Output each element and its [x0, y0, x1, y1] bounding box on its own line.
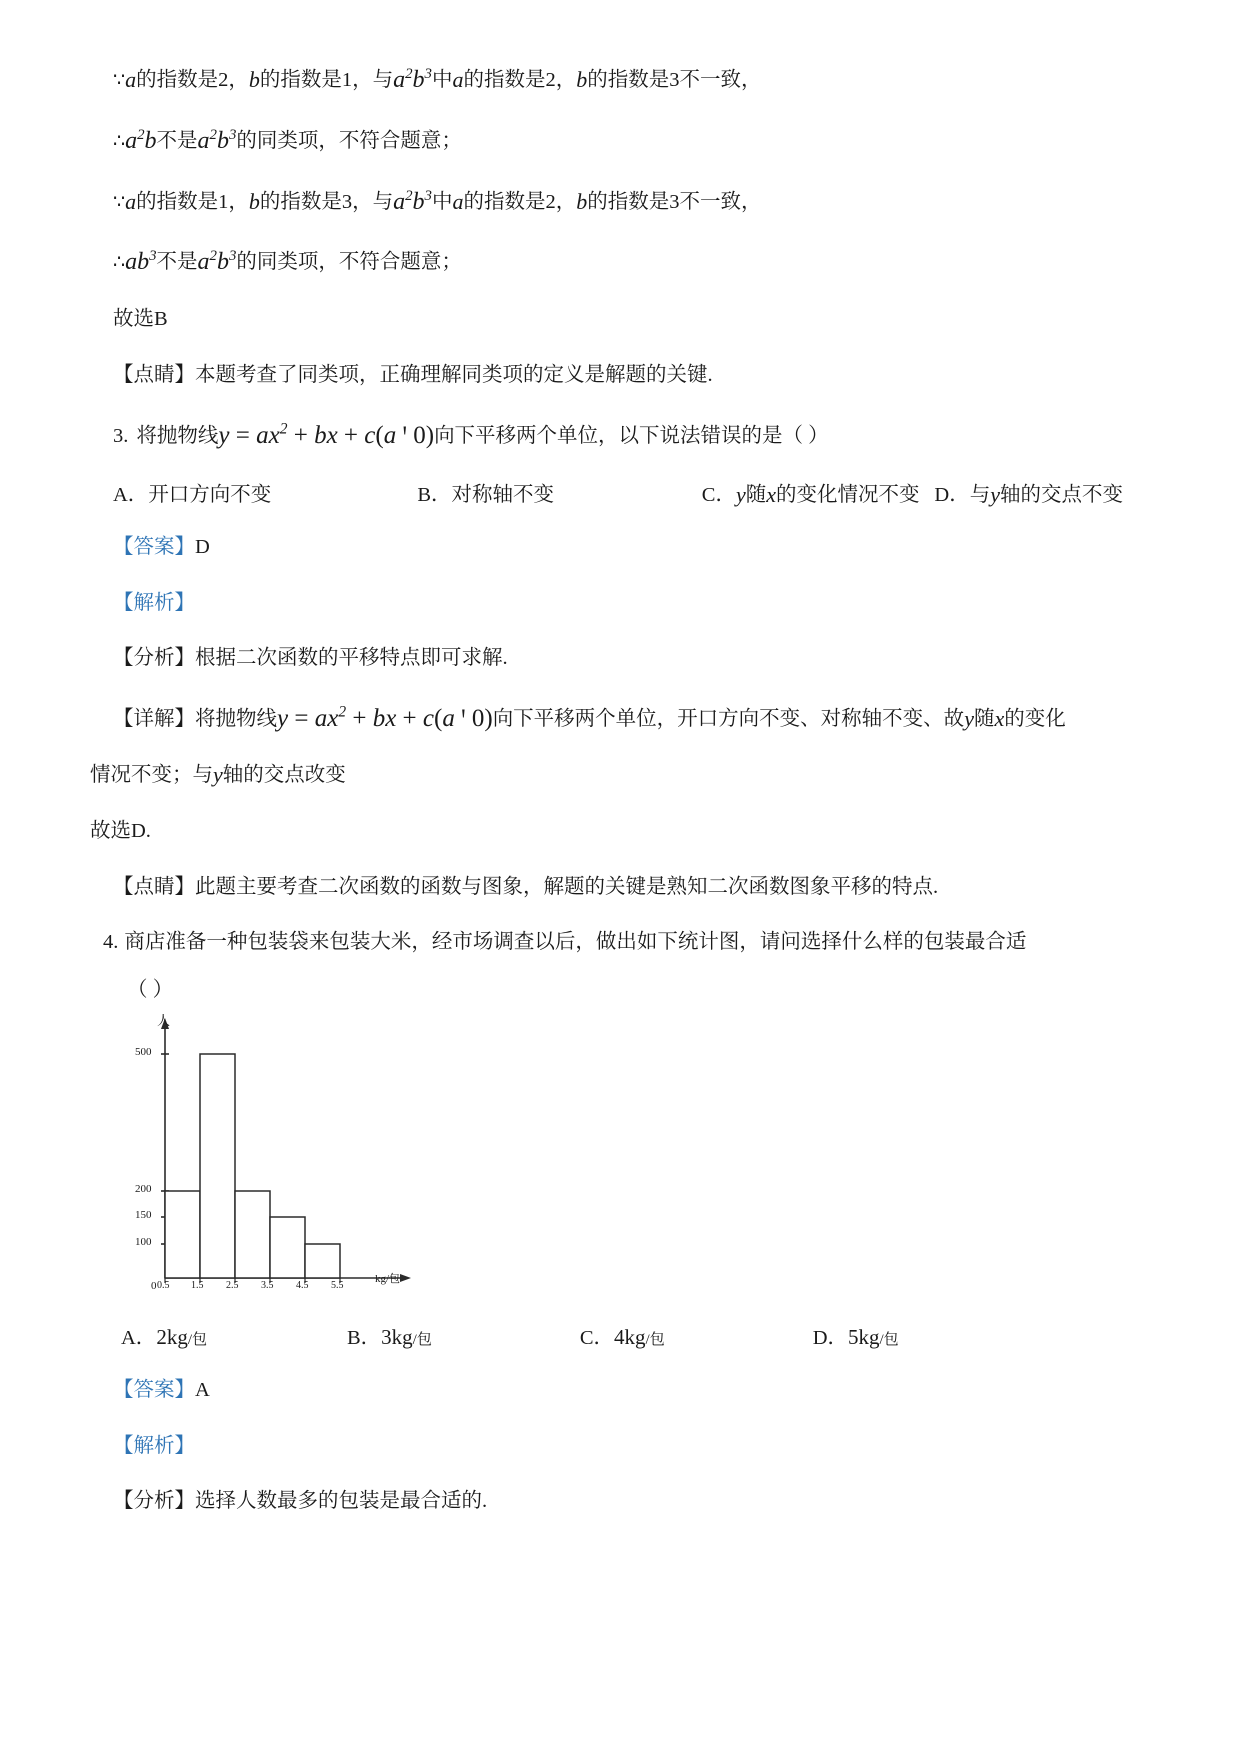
histogram-bar-4 [270, 1217, 305, 1278]
q3-xiangjie-before: 将抛物线 [195, 708, 277, 731]
expr-a2b3-1: $a^2b^3$ [393, 66, 432, 93]
histogram-bar-2 [200, 1054, 235, 1278]
q3-stem-before: 将抛物线 [136, 424, 219, 447]
var-x-1: x [766, 481, 776, 507]
q3-option-c-label: C． [701, 483, 736, 506]
origin-label: 0 [151, 1279, 157, 1292]
var-y-1: y [735, 481, 746, 507]
histogram-bar-1 [165, 1191, 200, 1278]
q4-stem-text: 商店准备一种包装袋来包装大米，经市场调查以后，做出如下统计图，请问选择什么样的包装最合适 [124, 931, 1027, 954]
q3-option-c-text2: 的变化情况不变 [775, 483, 920, 506]
q3-answer-value: D [195, 535, 210, 558]
q3-option-d-text2: 轴的交点不变 [1000, 483, 1123, 506]
q4-fenxi-line [113, 1487, 1123, 1517]
q3-option-d[interactable] [934, 477, 1123, 507]
q3-number: 3. [113, 424, 129, 447]
q4-option-b-label: B． [346, 1326, 382, 1349]
q3-option-b[interactable] [417, 477, 554, 507]
y-axis-title: 人 [157, 1012, 171, 1028]
q3-fenxi-text: 【分析】根据二次函数的平移特点即可求解. [113, 647, 508, 670]
q4-option-c-unit: /包 [645, 1331, 665, 1348]
q3-jiexi-line [113, 589, 1123, 619]
y-tick-label-150: 150 [135, 1208, 152, 1221]
q3-stem [113, 417, 1123, 453]
q4-option-c-value: 4kg [614, 1324, 646, 1349]
q4-options-row [121, 1320, 1123, 1350]
q4-option-d-unit: /包 [879, 1331, 899, 1348]
therefore-symbol-1: ∵ [113, 70, 126, 91]
q3-formula: $y = ax^2$ + bx + c(a ꞌ 0) [218, 420, 435, 449]
q3-xiangjie-line-2 [90, 758, 1123, 791]
q4-fenxi-text: 【分析】选择人数最多的包装是最合适的. [113, 1490, 488, 1513]
q2-r1-text-a: 的指数是2， [136, 69, 249, 91]
histogram-bar-3 [235, 1191, 270, 1278]
q2-r1-text-c: 中 [431, 69, 453, 91]
y-tick-label-500: 500 [135, 1045, 152, 1058]
q3-option-d-text: 与 [969, 483, 991, 506]
q2-dianjing-text: 【点睛】本题考查了同类项，正确理解同类项的定义是解题的关键. [113, 363, 713, 386]
q4-option-d[interactable] [813, 1320, 899, 1350]
q2-reason-line-2 [113, 184, 1123, 219]
q3-option-a[interactable] [113, 477, 271, 507]
q4-stem-line2 [127, 976, 1123, 1006]
var-y-3: y [964, 706, 974, 732]
q2-c2-tail: 的同类项，不符合题意； [236, 251, 462, 274]
q4-stem-line2-text: （ ） [127, 979, 174, 1002]
q3-option-c[interactable] [702, 477, 920, 507]
q4-option-d-value: 5kg [848, 1324, 880, 1349]
expr-ab3: $ab^3$ [125, 248, 157, 276]
q4-option-b-value: 3kg [381, 1324, 413, 1349]
q2-r2-text-a: 的指数是1， [136, 190, 249, 213]
q3-option-a-text: 开口方向不变 [148, 483, 272, 506]
histogram-svg [135, 1016, 465, 1306]
q3-xiangjie-l2-b: 轴的交点改变 [222, 764, 346, 787]
q4-option-a-label: A． [121, 1326, 157, 1349]
var-a-2: a [452, 67, 464, 92]
q4-answer-value: A [195, 1378, 210, 1401]
q3-guxuan-line [90, 817, 1123, 847]
q3-xiangjie-label: 【详解】 [113, 708, 195, 731]
q4-option-a[interactable] [121, 1320, 207, 1350]
therefore-symbol-2: ∴ [113, 130, 126, 152]
x-axis-title: kg/包 [375, 1272, 401, 1285]
q3-option-a-label: A． [113, 483, 149, 506]
q3-guxuan-text: 故选D. [90, 820, 151, 842]
q3-xiangjie-l2-a: 情况不变；与 [90, 764, 213, 787]
var-b-2: b [576, 67, 588, 92]
q3-option-b-label: B． [417, 483, 452, 506]
q3-fenxi-line [113, 644, 1123, 674]
q2-choose-line [113, 305, 1123, 335]
q2-c1-tail: 的同类项，不符合题意； [236, 129, 462, 152]
therefore-symbol-4: ∴ [113, 252, 126, 274]
q4-option-d-label: D． [812, 1326, 849, 1349]
q2-c2-mid: 不是 [156, 251, 198, 274]
q4-option-a-unit: /包 [187, 1331, 207, 1348]
q4-jiexi-label: 【解析】 [113, 1434, 195, 1457]
q2-r2-text-d: 的指数是2， [463, 190, 577, 213]
q2-r2-text-b: 的指数是3，与 [259, 190, 394, 213]
expr-a2b3-4: $a^2b^3$ [197, 248, 237, 276]
q4-option-b[interactable] [347, 1320, 432, 1350]
x-axis-arrow [400, 1274, 411, 1282]
expr-a2b3-2: $a^2b^3$ [197, 126, 237, 154]
q2-conclusion-line-2 [113, 244, 1123, 279]
expr-a2b3-3: $a^2b^3$ [393, 187, 432, 215]
q4-answer-label: 【答案】 [113, 1378, 195, 1401]
x-tick-label-3: 3.5 [261, 1279, 274, 1291]
q3-dianjing-text: 【点睛】此题主要考查二次函数的函数与图象，解题的关键是熟知二次函数图象平移的特点. [113, 875, 939, 898]
histogram-bar-5 [305, 1244, 340, 1278]
var-b-4: b [576, 188, 588, 214]
q2-r2-text-e: 的指数是3不一致， [587, 190, 762, 213]
x-tick-label-2: 2.5 [226, 1279, 239, 1291]
therefore-symbol-3: ∵ [113, 191, 126, 213]
x-tick-label-4: 4.5 [296, 1279, 309, 1291]
q3-option-d-label: D． [934, 483, 970, 506]
q4-option-a-value: 2kg [156, 1324, 188, 1349]
var-a-1: a [125, 67, 137, 92]
q2-c1-mid: 不是 [156, 129, 198, 152]
q2-reason-line-1 [113, 62, 1123, 97]
var-b-1: b [248, 67, 260, 92]
q2-conclusion-line-1 [113, 123, 1123, 158]
y-tick-label-100: 100 [135, 1235, 152, 1248]
var-y-4: y [213, 762, 223, 788]
q2-r1-text-b: 的指数是1，与 [259, 69, 394, 91]
var-b-3: b [248, 188, 260, 214]
q3-xiangjie-after2: 随 [973, 708, 995, 731]
q3-option-c-text: 随 [745, 483, 767, 506]
var-y-2: y [990, 481, 1000, 507]
var-x-2: x [994, 706, 1005, 732]
q3-answer-label: 【答案】 [113, 535, 195, 558]
q4-option-b-unit: /包 [412, 1331, 432, 1348]
y-tick-label-200: 200 [135, 1182, 152, 1195]
rice-package-histogram [135, 1012, 465, 1316]
x-tick-label-0: 0.5 [157, 1279, 170, 1291]
q4-jiexi-line [113, 1432, 1123, 1462]
q4-option-c-label: C． [579, 1326, 615, 1349]
q3-stem-after: 向下平移两个单位，以下说法错误的是（ ） [434, 424, 829, 447]
q3-xiangjie-after3: 的变化 [1004, 708, 1066, 731]
q3-xiangjie-line-1 [113, 700, 1123, 736]
q3-option-b-text: 对称轴不变 [451, 483, 555, 506]
q2-dianjing-line [113, 361, 1123, 391]
q3-options-row [113, 477, 1123, 507]
q3-answer-line [113, 533, 1123, 563]
x-tick-label-1: 1.5 [191, 1279, 204, 1291]
q2-choose-text: 故选B [113, 308, 168, 331]
x-tick-label-5: 5.5 [331, 1279, 344, 1291]
q4-stem [103, 928, 1123, 958]
q3-formula-2: $y = ax^2$ + bx + c(a ꞌ 0) [277, 703, 493, 733]
q4-answer-line [113, 1376, 1123, 1406]
page-content [90, 62, 1123, 1543]
q3-jiexi-label: 【解析】 [113, 591, 195, 614]
q3-dianjing-line [113, 873, 1123, 903]
q2-r2-text-c: 中 [431, 190, 453, 213]
var-a-4: a [452, 188, 464, 214]
var-a-3: a [125, 188, 137, 214]
q4-number: 4. [103, 931, 119, 954]
q4-option-c[interactable] [580, 1320, 665, 1350]
q2-r1-text-e: 的指数是3不一致， [587, 69, 762, 91]
q2-r1-text-d: 的指数是2， [463, 69, 577, 91]
q3-xiangjie-after: 向下平移两个单位，开口方向不变、对称轴不变、故 [492, 708, 965, 731]
expr-a2b: $a^2b$ [125, 126, 157, 154]
